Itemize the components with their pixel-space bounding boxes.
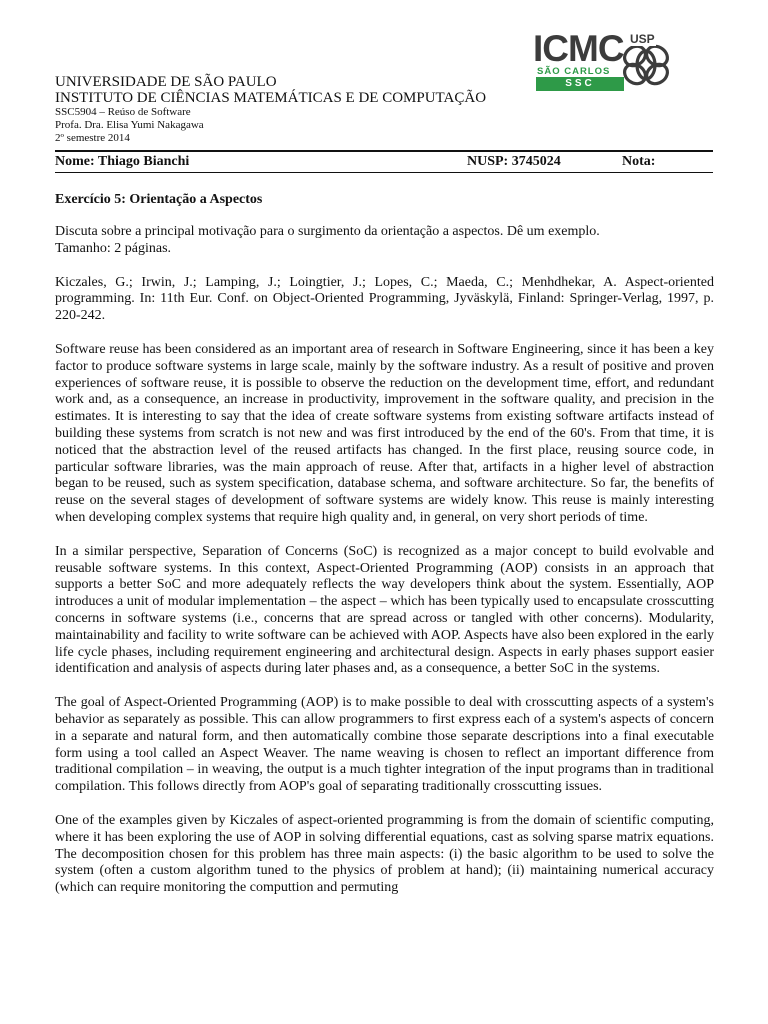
logo-usp-text: USP — [630, 32, 655, 46]
logo-sao-carlos-text: SÃO CARLOS — [537, 66, 611, 77]
header-rule-bottom — [55, 172, 713, 173]
usp-knot-icon — [621, 42, 675, 90]
paragraph: Software reuse has been considered as an important area of research in Software Engineering, since it has been a key factor to produce software systems in large scale, mainly by the software industry. As a result of positive and proven experiences of software reuse, it is possible to observe the reduction on the development time, effort, and redundant work and, as a consequence, an increase in productivity, improvement in the software quality, and precision in the estimates. It is interesting to say that the idea of create software systems from existing software artifacts instead of building these systems from scratch is not new and was first introduced by the end of the 60's. From that time, it is noticed that the abstraction level of the reused artifacts has changed. In the first place, reusing source code, in particular software libraries, was the main approach of reuse. After that, artifacts in a higher level of abstraction began to be reused, such as system specification, database schema, and software architecture. So far, the benefits of reuse on the several stages of development of software systems are widely know. This reuse is mainly interesting when developing complex systems that require high quality and, in general, on very short periods of time. — [55, 341, 714, 525]
student-name: Nome: Thiago Bianchi — [55, 154, 190, 169]
exercise-prompt-text: Discuta sobre a principal motivação para o surgimento da orientação a aspectos. Dê um exemplo. — [55, 224, 600, 239]
document-header — [55, 74, 515, 145]
logo-ssc-band: SSC — [536, 77, 624, 91]
exercise-title: Exercício 5: Orientação a Aspectos — [55, 192, 263, 207]
reference-citation: Kiczales, G.; Irwin, J.; Lamping, J.; Loingtier, J.; Lopes, C.; Maeda, C.; Menhdhekar, A. Aspect-oriented programming. In: 11th Eur. Conf. on Object-Oriented Programming, Jyväskylä, Finland: Springer-Verlag, 1997, p. 220-242. — [55, 274, 714, 324]
semester: 2º semestre 2014 — [55, 132, 130, 144]
grade-label: Nota: — [622, 154, 656, 169]
header-rule-top — [55, 150, 713, 152]
logo-icmc-text: ICMC — [533, 28, 624, 69]
document-body — [55, 190, 714, 914]
paragraph: In a similar perspective, Separation of Concerns (SoC) is recognized as a major concept to build evolvable and reusable software systems. In this context, Aspect-Oriented Programming (AOP) consists in an approach that supports a better SoC and more adequately reflects the way developers think about the system. Essentially, AOP introduces a unit of modular implementation – the aspect – which has been typically used to encapsulate crosscutting concerns in software systems (i.e., concerns that are spread across or tangled with other concerns). Modularity, maintainability and facility to write software can be achieved with AOP. Aspects have also been explored in the early life cycle phases, including requirement engineering and architectural design. Aspects in early phases support easier identification and analysis of aspects during later phases and, as a consequence, a better SoC in the systems. — [55, 543, 714, 677]
student-info-row — [55, 153, 713, 171]
paragraph: One of the examples given by Kiczales of aspect-oriented programming is from the domain of scientific computing, where it has been exploring the use of AOP in solving differential equations, cast as solving sparse matrix equations. The decomposition chosen for this problem has three main aspects: (i) the basic algorithm to be used to solve the system (often a custom algorithm tuned to the physics of problem at hand); (ii) maintaining numerical accuracy (which can require monitoring the computtion and permuting — [55, 812, 714, 896]
university-name: UNIVERSIDADE DE SÃO PAULO — [55, 74, 277, 90]
icmc-usp-logo — [533, 30, 679, 92]
exercise-length: Tamanho: 2 páginas. — [55, 240, 172, 256]
course-name: SSC5904 – Reúso de Software — [55, 106, 191, 118]
student-nusp: NUSP: 3745024 — [467, 154, 561, 169]
professor-name: Profa. Dra. Elisa Yumi Nakagawa — [55, 119, 204, 131]
paragraph: The goal of Aspect-Oriented Programming (AOP) is to make possible to deal with crosscutting aspects of a system's behavior as separately as possible. This can allow programmers to first express each of a system's aspects of concern in a separate and natural form, and then automatically combine those separate descriptions into a final executable form using a tool called an Aspect Weaver. The name weaving is chosen to reflect an important difference from traditional compilation – in weaving, the output is a much tighter integration of the input programs than in traditional compilation. This follows directly from AOP's goal of separating traditionally crosscutting issues. — [55, 695, 714, 795]
exercise-prompt — [55, 224, 714, 258]
institute-name: INSTITUTO DE CIÊNCIAS MATEMÁTICAS E DE COMPUTAÇÃO — [55, 90, 487, 106]
